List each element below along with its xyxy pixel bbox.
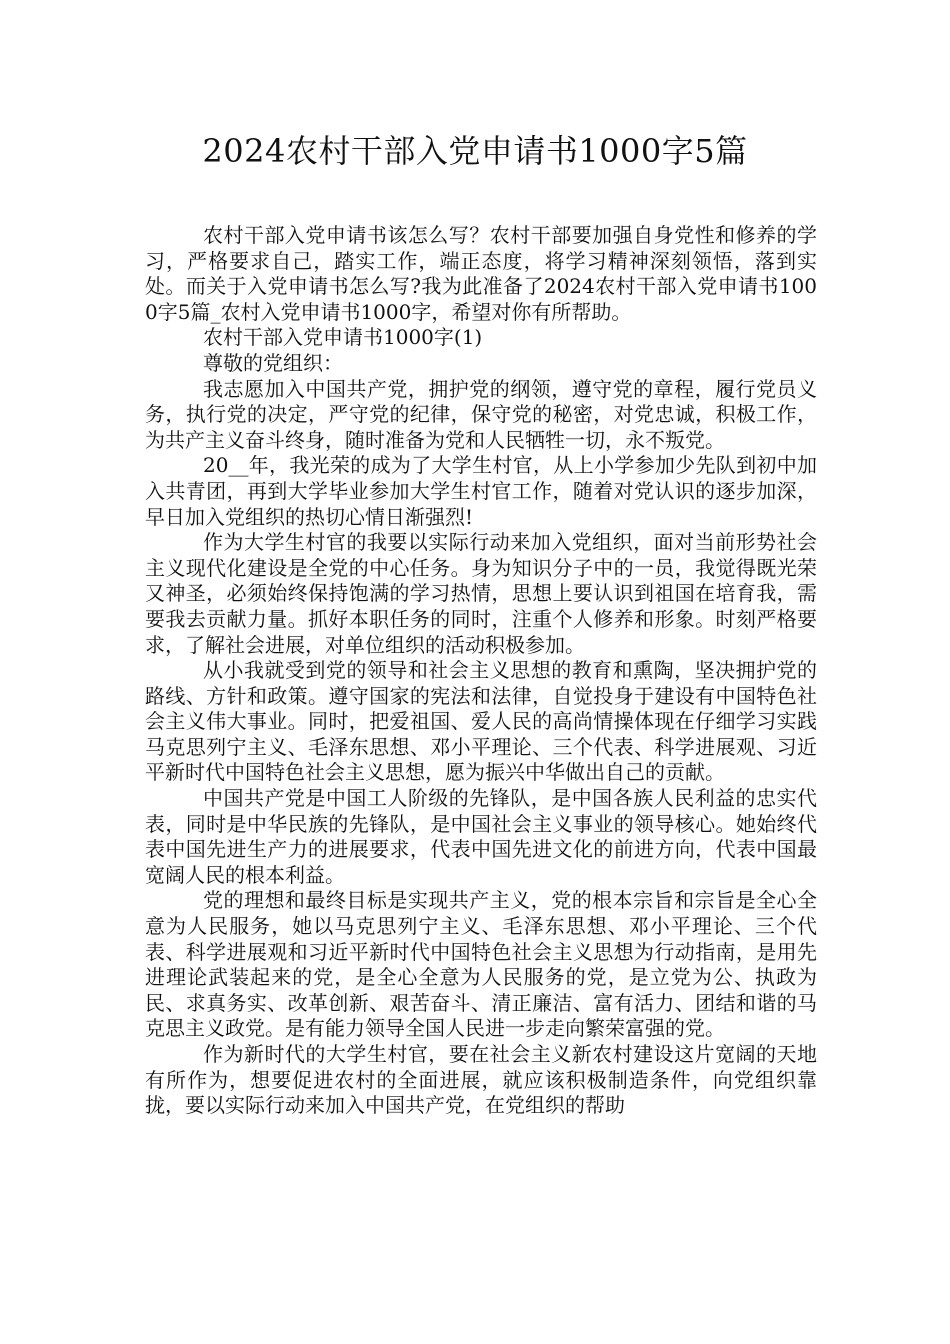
section-heading: 农村干部入党申请书1000字(1): [203, 325, 483, 350]
body-paragraph: 20__年，我光荣的成为了大学生村官，从上小学参加少先队到初中加入共青团，再到大学毕业参加大学生村官工作，随着对党认识的逐步加深，早日加入党组织的热切心情日渐强烈!: [145, 453, 817, 529]
salutation: 尊敬的党组织：: [203, 350, 343, 375]
body-paragraph: 中国共产党是中国工人阶级的先锋队，是中国各族人民利益的忠实代表，同时是中华民族的先锋队，是中国社会主义事业的领导核心。她始终代表中国先进生产力的进展要求，代表中国先进文化的前进方向，代表中国最宽阔人民的根本利益。: [145, 786, 817, 887]
body-paragraph: 作为新时代的大学生村官，要在社会主义新农村建设这片宽阔的天地有所作为，想要促进农村的全面进展，就应该积极制造条件，向党组织靠拢，要以实际行动来加入中国共产党，在党组织的帮助: [145, 1042, 817, 1118]
intro-paragraph: 农村干部入党申请书该怎么写？农村干部要加强自身党性和修养的学习，严格要求自己，踏实工作，端正态度，将学习精神深刻领悟，落到实处。而关于入党申请书怎么写?我为此准备了2024农村干部入党申请书1000字5篇_农村入党申请书1000字，希望对你有所帮助。: [145, 223, 817, 324]
body-paragraph: 从小我就受到党的领导和社会主义思想的教育和熏陶，坚决拥护党的路线、方针和政策。遵守国家的宪法和法律，自觉投身于建设有中国特色社会主义伟大事业。同时，把爱祖国、爱人民的高尚情操体现在仔细学习实践马克思列宁主义、毛泽东思想、邓小平理论、三个代表、科学进展观、习近平新时代中国特色社会主义思想，愿为振兴中华做出自己的贡献。: [145, 658, 817, 785]
body-paragraph: 我志愿加入中国共产党，拥护党的纲领，遵守党的章程，履行党员义务，执行党的决定，严守党的纪律，保守党的秘密，对党忠诚，积极工作，为共产主义奋斗终身，随时准备为党和人民牺牲一切，永不叛党。: [145, 376, 817, 452]
body-paragraph: 作为大学生村官的我要以实际行动来加入党组织，面对当前形势社会主义现代化建设是全党的中心任务。身为知识分子中的一员，我觉得既光荣又神圣，必须始终保持饱满的学习热情，思想上要认识到祖国在培育我，需要我去贡献力量。抓好本职任务的同时，注重个人修养和形象。时刻严格要求，了解社会进展，对单位组织的活动积极参加。: [145, 530, 817, 657]
document-body: [145, 223, 817, 1119]
document-title: 2024农村干部入党申请书1000字5篇: [202, 132, 748, 170]
body-paragraph: 党的理想和最终目标是实现共产主义，党的根本宗旨和宗旨是全心全意为人民服务，她以马克思列宁主义、毛泽东思想、邓小平理论、三个代表、科学进展观和习近平新时代中国特色社会主义思想为行动指南，是用先进理论武装起来的党，是全心全意为人民服务的党，是立党为公、执政为民、求真务实、改革创新、艰苦奋斗、清正廉洁、富有活力、团结和谐的马克思主义政党。是有能力领导全国人民进一步走向繁荣富强的党。: [145, 888, 817, 1041]
